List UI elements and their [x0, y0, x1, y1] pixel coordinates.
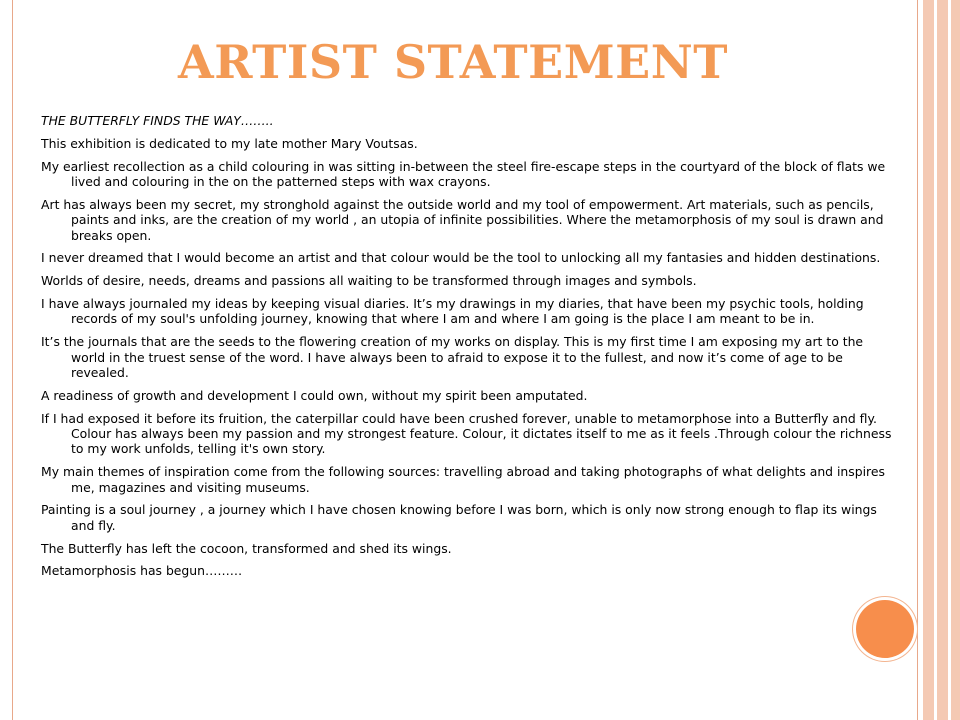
statement-paragraph: My main themes of inspiration come from the following sources: travelling abroad and taking photographs of what delights and inspires me, magazines and visiting museums.	[41, 464, 885, 495]
page-title: ARTIST STATEMENT	[178, 35, 728, 89]
statement-paragraph: This exhibition is dedicated to my late mother Mary Voutsas.	[41, 135, 418, 151]
statement-paragraph: A readiness of growth and development I could own, without my spirit been amputated.	[41, 387, 588, 403]
statement-paragraph: Art has always been my secret, my stronghold against the outside world and my tool of empowerment. Art materials, such as pencils, paints and inks, are the creation of my world , an utopia of infinite possibilities. Where the metamorphosis of my soul is drawn and breaks open.	[41, 196, 884, 243]
statement-paragraph: I never dreamed that I would become an artist and that colour would be the tool to unlocking all my fantasies and hidden destinations.	[41, 250, 881, 266]
statement-paragraph: The Butterfly has left the cocoon, transformed and shed its wings.	[41, 540, 452, 556]
statement-paragraph: Worlds of desire, needs, dreams and passions all waiting to be transformed through images and symbols.	[41, 273, 697, 289]
decorative-circle	[856, 600, 914, 658]
statement-body	[41, 113, 899, 586]
statement-paragraph: It’s the journals that are the seeds to the flowering creation of my works on display. This is my first time I am exposing my art to the world in the truest sense of the word. I have always been to afraid to expose it to the fullest, and now it’s come of age to be revealed.	[41, 334, 864, 381]
statement-paragraph: Metamorphosis has begun………	[41, 563, 243, 579]
statement-paragraph: If I had exposed it before its fruition, the caterpillar could have been crushed forever, unable to metamorphose into a Butterfly and fly. Colour has always been my passion and my strongest feature. Colour, it dictates itself to me as it feels .Through colour the richness to my work unfolds, telling it's own story.	[41, 410, 892, 457]
decorative-stripes	[920, 0, 960, 720]
statement-subtitle: THE BUTTERFLY FINDS THE WAY……..	[41, 113, 274, 128]
statement-paragraph: My earliest recollection as a child colouring in was sitting in-between the steel fire-escape steps in the courtyard of the block of flats we lived and colouring in the on the patterned steps with wax crayons.	[41, 158, 886, 189]
statement-paragraph: Painting is a soul journey , a journey which I have chosen knowing before I was born, which is only now strong enough to flap its wings and fly.	[41, 502, 877, 533]
statement-paragraph: I have always journaled my ideas by keeping visual diaries. It’s my drawings in my diaries, that have been my psychic tools, holding records of my soul's unfolding journey, knowing that where I am and where I am going is the place I am meant to be in.	[41, 296, 864, 327]
